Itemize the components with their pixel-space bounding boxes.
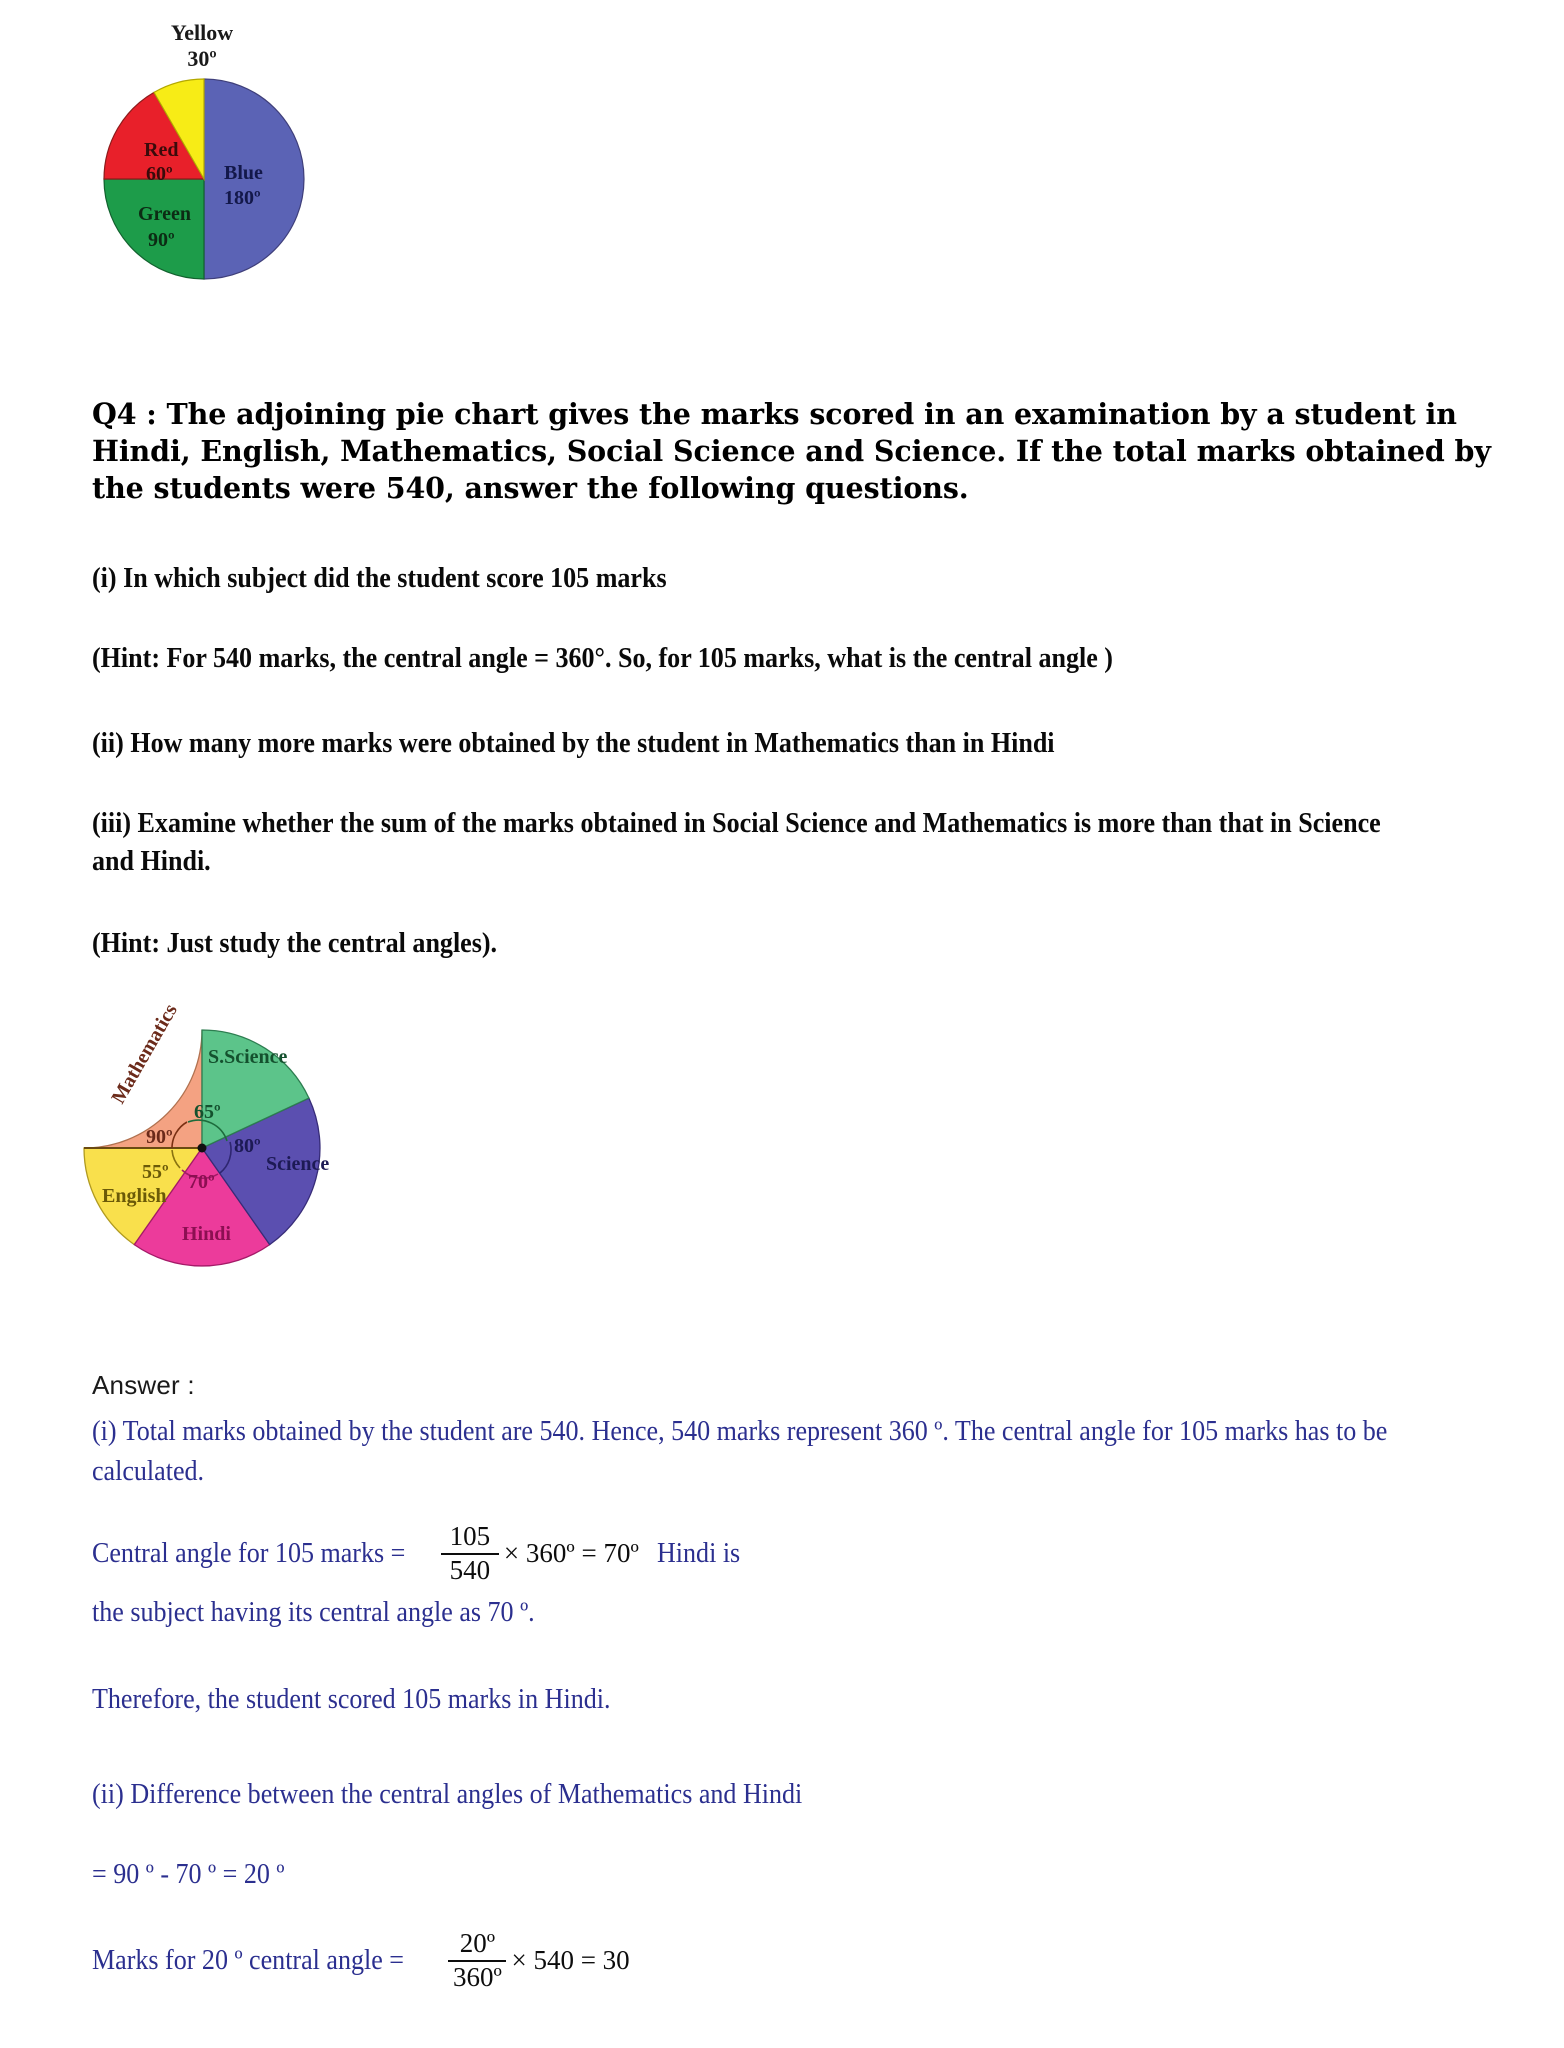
chart2-label-mathematics: Mathematics [107,1000,182,1108]
marks-denominator: 360º [453,1961,502,1992]
color-pie-chart [96,20,396,300]
chart1-svg [96,74,326,289]
chart2-svg [80,1000,410,1290]
answer-difference: = 90 º - 70 º = 20 º [92,1859,285,1890]
chart2-angle-science: 80º [234,1135,261,1157]
central-angle-suffix: Hindi is [656,1537,741,1569]
central-angle-formula [92,1523,746,1584]
chart1-green-name: Green [138,203,191,225]
chart2-label-science: Science [266,1153,330,1175]
answer-therefore: Therefore, the student scored 105 marks in Hindi. [92,1684,611,1715]
question-hint-2: (Hint: Just study the central angles). [92,928,498,959]
chart2-centre-dot [198,1144,207,1153]
question-hint-1: (Hint: For 540 marks, the central angle = 360°. So, for 105 marks, what is the central angle ) [92,643,1113,674]
chart2-angle-mathematics: 90º [146,1126,173,1148]
question-heading: Q4 : The adjoining pie chart gives the marks scored in an examination by a student in Hindi, English, Mathematics, Social Science and Science. If the total marks obtained by the students were 540, answer the following questions. [92,397,1491,506]
marks-numerator: 20º [459,1928,496,1958]
chart1-red-name: Red [144,139,179,161]
chart1-blue-name: Blue [224,162,263,184]
chart1-yellow-label [132,20,272,72]
question-item-iii: (iii) Examine whether the sum of the marks obtained in Social Science and Mathematics is more than that in Science and Hindi. [92,808,1381,877]
chart2-angle-english: 55º [142,1161,169,1183]
marks-formula [92,1930,630,1991]
chart2-label-english: English [102,1185,167,1207]
marks-multiplier: × 540 = 30 [511,1945,630,1976]
central-angle-multiplier: × 360º = 70º [503,1538,639,1569]
marks-prefix: Marks for 20 º central angle = [92,1944,411,1976]
answer-part-i: (i) Total marks obtained by the student are 540. Hence, 540 marks represent 360 º. The central angle for 105 marks has to be calculated. [92,1416,1388,1487]
chart2-angle-s-science: 65º [194,1101,221,1123]
chart1-green-angle: 90º [148,229,175,251]
chart1-blue-angle: 180º [224,187,261,209]
chart2-label-s-science: S.Science [208,1046,288,1068]
chart1-yellow-angle: 30º [187,45,217,71]
answer-label: Answer : [92,1370,195,1400]
central-angle-fraction [441,1523,499,1584]
question-item-i: (i) In which subject did the student score 105 marks [92,563,667,594]
central-angle-prefix: Central angle for 105 marks = [92,1537,412,1569]
chart2-angle-hindi: 70º [188,1171,215,1193]
central-angle-numerator: 105 [449,1521,491,1551]
marks-fraction [448,1930,506,1991]
question-item-ii: (ii) How many more marks were obtained by the student in Mathematics than in Hindi [92,728,1055,759]
answer-part-ii: (ii) Difference between the central angles of Mathematics and Hindi [92,1779,803,1810]
subjects-pie-chart [80,1000,410,1290]
central-angle-denominator: 540 [449,1554,491,1585]
central-angle-line2: the subject having its central angle as 70 º. [92,1597,535,1628]
chart2-label-hindi: Hindi [182,1223,231,1245]
chart1-yellow-name: Yellow [170,20,234,45]
chart1-red-angle: 60º [146,163,173,185]
